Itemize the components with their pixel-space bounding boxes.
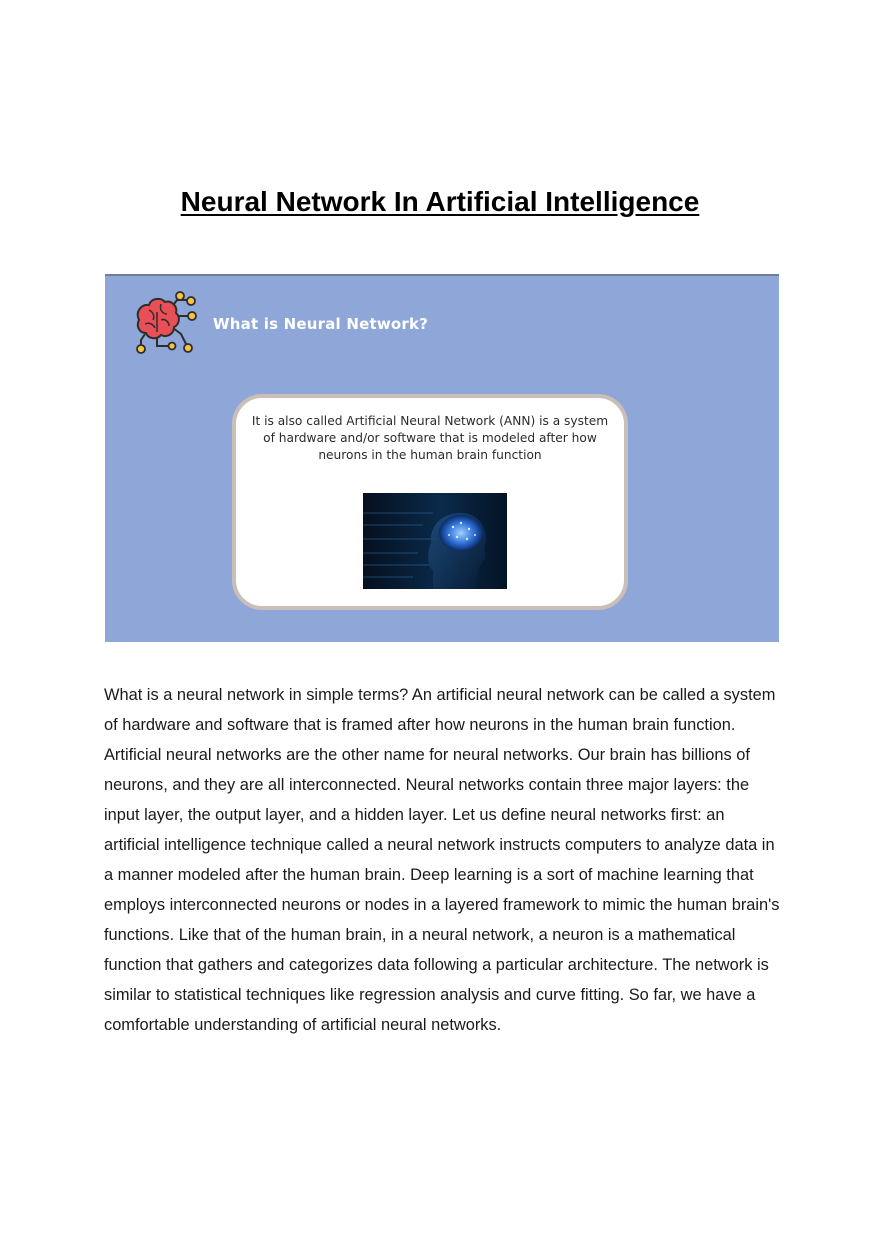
slide-heading: What is Neural Network? bbox=[213, 315, 429, 333]
glowing-brain-head-image bbox=[363, 493, 507, 589]
definition-text: It is also called Artificial Neural Network (ANN) is a system of hardware and/or software that is modeled after how neurons in the human brain function bbox=[251, 414, 609, 462]
slide-image bbox=[105, 274, 779, 642]
brain-network-icon bbox=[131, 290, 197, 354]
document-title: Neural Network In Artificial Intelligence bbox=[180, 186, 700, 217]
body-paragraph: What is a neural network in simple terms? An artificial neural network can be called a system of hardware and software that is framed after how neurons in the human brain function. Artificial neural networks are the other name for neural networks. Our brain has billions of neurons, and they are all interconnected. Neural networks contain three major layers: the input layer, the output layer, and a hidden layer. Let us define neural networks first: an artificial intelligence technique called a neural network instructs computers to analyze data in a manner modeled after the human brain. Deep learning is a sort of machine learning that employs interconnected neurons or nodes in a layered framework to mimic the human brain's functions. Like that of the human brain, in a neural network, a neuron is a mathematical function that gathers and categorizes data following a particular architecture. The network is similar to statistical techniques like regression analysis and curve fitting. So far, we have a comfortable understanding of artificial neural networks. bbox=[104, 686, 780, 1034]
definition-card bbox=[232, 394, 628, 610]
